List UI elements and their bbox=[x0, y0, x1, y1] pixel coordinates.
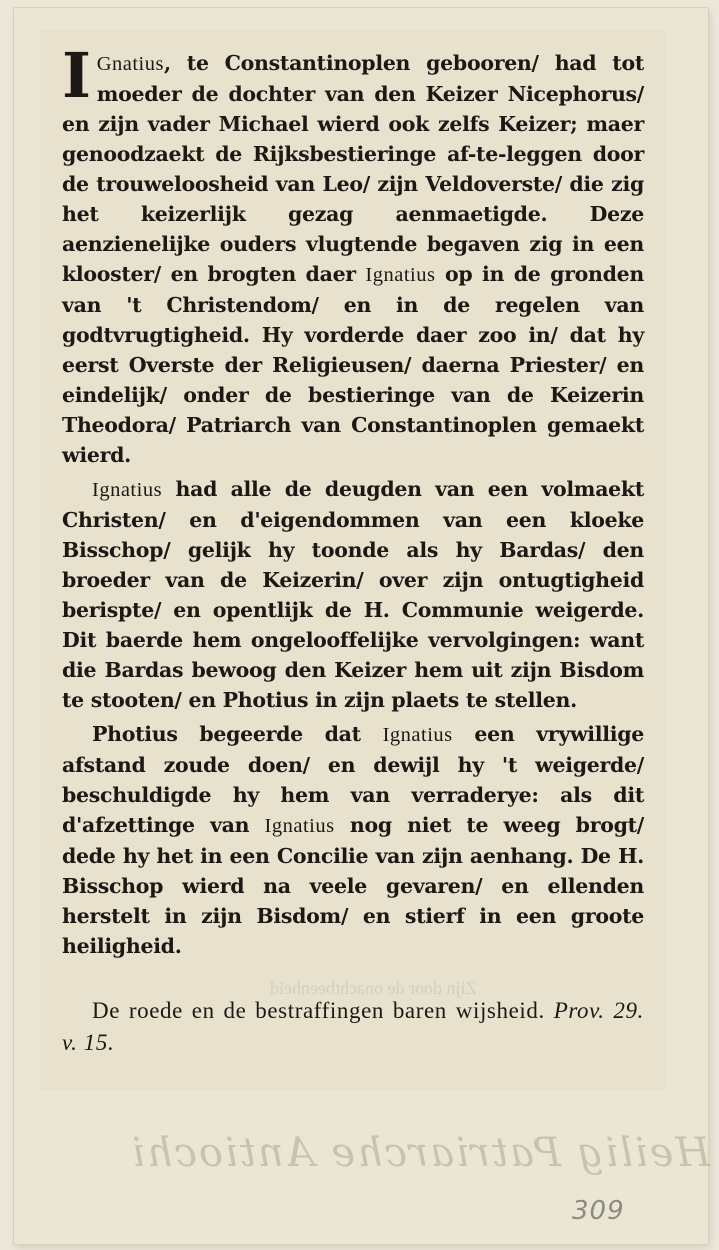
paragraph-1 bbox=[62, 39, 644, 470]
saint-name: Ignatius bbox=[365, 264, 436, 286]
saint-name: Gnatius bbox=[96, 53, 164, 75]
paragraph-1-text-a: , te Constantinoplen gebooren/ had tot moeder de dochter van den Keizer Nicephorus/ en zijn vader Michael wierd ook zelfs Keizer; maer genoodzaekt de Rijksbestieringe af-te-leggen door de trouweloosheid van Leo/ zijn Veldoverste/ die zig het keizerlijk gezag aenmaetigde. Deze aenzienelijke ouders vlugtende begaven zig in een klooster/ en brogten daer bbox=[62, 51, 644, 286]
saint-name: Ignatius bbox=[382, 724, 453, 746]
body-text bbox=[62, 39, 645, 1082]
paragraph-3-text-b: een vrywillige afstand zoude doen/ en dewijl hy 't weigerde/ beschuldigde hy hem van verraderye: als dit d'afzettinge van bbox=[62, 722, 645, 837]
paragraph-3-text-a: Photius begeerde dat bbox=[92, 722, 361, 746]
saint-name: Ignatius bbox=[92, 479, 163, 501]
motto bbox=[62, 995, 644, 1059]
paragraph-2-text: had alle de deugden van een volmaekt Christen/ en d'eigendommen van een kloeke Bisschop/ gelijk hy toonde als hy Bardas/ den broeder van de Keizerin/ over zijn ontugtigheid berispte/ en opentlijk de H. Communie weigerde. Dit baerde hem ongelooffelijke vervolgingen: want die Bardas bewoog den Keizer hem uit zijn Bisdom te stooten/ en Photius in zijn plaets te stellen. bbox=[62, 477, 644, 712]
paragraph-1-text-b: op in de gronden van 't Christendom/ en in de regelen van godtvrugtigheid. Hy vorderde daer zoo in/ dat hy eerst Overste der Religieusen/ daerna Priester/ en eindelijk/ onder de bestieringe van de Keizerin Theodora/ Patriarch van Constantinoplen gemaekt wierd. bbox=[62, 262, 644, 467]
paragraph-3-text-c: nog niet te weeg brogt/ dede hy het in een Concilie van zijn aenhang. De H. Bisschop wierd na veele gevaren/ en ellenden herstelt in zijn Bisdom/ en stierf in een groote heiligheid. bbox=[62, 813, 644, 958]
drop-cap: I bbox=[62, 39, 91, 112]
handwritten-note: Heilig Patriarche Antiochi bbox=[130, 1130, 711, 1176]
motto-text: De roede en de bestraffingen baren wijsheid. bbox=[92, 998, 545, 1023]
paragraph-2 bbox=[62, 474, 644, 715]
page-number: 309 bbox=[572, 1196, 625, 1226]
scripture-reference: Prov. 29. v. 15. bbox=[62, 998, 644, 1055]
paragraph-3 bbox=[62, 719, 644, 961]
saint-name: Ignatius bbox=[264, 815, 335, 837]
bleed-through-text: Zijn door de onachtbeenheid bbox=[270, 978, 477, 998]
